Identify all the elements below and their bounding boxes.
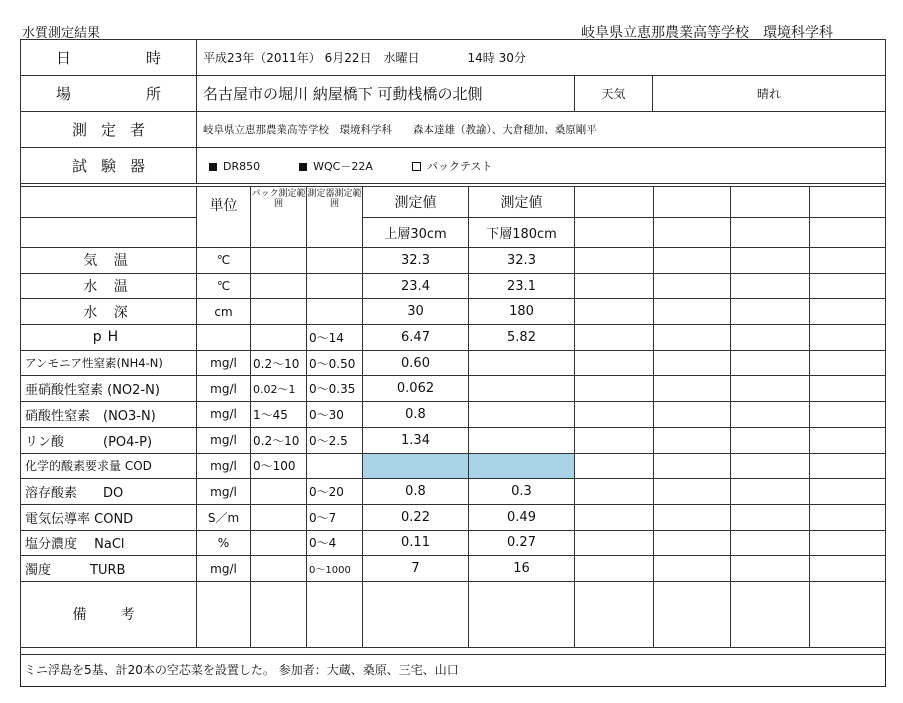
pack-range-cell	[251, 325, 307, 351]
value-lower-cell	[469, 376, 575, 402]
unit-cell: mg/l	[197, 453, 251, 479]
blank-cell	[810, 218, 886, 248]
value-lower-cell: 0.27	[469, 530, 575, 556]
blank-cell	[654, 248, 731, 274]
value-upper-cell: 0.8	[363, 479, 469, 505]
footer-note: ミニ浮島を5基、計20本の空芯菜を設置した。 参加者：大蔵、桑原、三宅、山口	[20, 654, 886, 687]
measurer-label: 測定者	[21, 112, 197, 148]
table-row	[21, 350, 886, 376]
measurement-rows	[21, 248, 886, 582]
measurer-row	[21, 112, 886, 148]
value-upper-cell: 6.47	[363, 325, 469, 351]
blank-cell	[654, 325, 731, 351]
blank-cell	[21, 187, 197, 218]
pack-range-cell: 0.2～10	[251, 427, 307, 453]
blank-cell	[654, 187, 731, 218]
table-row	[21, 248, 886, 274]
datetime-value: 平成23年（2011年） 6月22日 水曜日 14時 30分	[197, 40, 886, 76]
value-upper-cell: 30	[363, 299, 469, 325]
parameter-name: 亜硝酸性窒素 (NO2-N)	[21, 376, 197, 402]
pack-range-cell	[251, 273, 307, 299]
value-lower-cell	[469, 427, 575, 453]
col-meter-range-header: 測定器測定範囲	[307, 187, 363, 248]
value-lower-cell: 23.1	[469, 273, 575, 299]
checked-box-icon	[209, 163, 217, 171]
blank-cell	[654, 556, 731, 582]
blank-cell	[654, 504, 731, 530]
parameter-name: 溶存酸素 DO	[21, 479, 197, 505]
table-row	[21, 273, 886, 299]
blank-cell	[469, 581, 575, 647]
value-lower-cell: 16	[469, 556, 575, 582]
col-value2-header: 測定値	[469, 187, 575, 218]
unit-cell: mg/l	[197, 556, 251, 582]
blank-cell	[731, 556, 810, 582]
meter-range-cell	[307, 248, 363, 274]
value-upper-cell: 23.4	[363, 273, 469, 299]
blank-cell	[575, 187, 654, 218]
parameter-name: 水 温	[21, 273, 197, 299]
parameter-name: 濁度 TURB	[21, 556, 197, 582]
meter-range-cell	[307, 273, 363, 299]
unit-cell: mg/l	[197, 402, 251, 428]
blank-cell	[654, 479, 731, 505]
blank-cell	[363, 581, 469, 647]
blank-cell	[654, 376, 731, 402]
blank-cell	[575, 273, 654, 299]
instrument-list	[197, 148, 886, 184]
table-row	[21, 479, 886, 505]
meter-range-cell: 0～20	[307, 479, 363, 505]
table-row	[21, 556, 886, 582]
meter-range-cell: 0～0.35	[307, 376, 363, 402]
blank-cell	[654, 427, 731, 453]
parameter-name: 水 深	[21, 299, 197, 325]
blank-cell	[731, 187, 810, 218]
blank-cell	[810, 248, 886, 274]
blank-cell	[251, 581, 307, 647]
parameter-name: リン酸 (PO4-P)	[21, 427, 197, 453]
blank-cell	[731, 427, 810, 453]
blank-cell	[575, 218, 654, 248]
header-row-1	[21, 187, 886, 218]
pack-range-cell: 0.02～1	[251, 376, 307, 402]
value-upper-cell	[363, 453, 469, 479]
pack-range-cell	[251, 504, 307, 530]
blank-cell	[731, 530, 810, 556]
table-row	[21, 427, 886, 453]
remarks-label: 備 考	[21, 581, 197, 647]
blank-cell	[654, 402, 731, 428]
blank-cell	[731, 402, 810, 428]
parameter-name: 硝酸性窒素 (NO3-N)	[21, 402, 197, 428]
blank-cell	[731, 248, 810, 274]
datetime-label: 日 時	[21, 40, 197, 76]
blank-cell	[575, 376, 654, 402]
blank-cell	[810, 325, 886, 351]
value-upper-cell: 7	[363, 556, 469, 582]
blank-cell	[810, 581, 886, 647]
value-upper-cell: 0.60	[363, 350, 469, 376]
header-row-2	[21, 218, 886, 248]
meter-range-cell: 0～2.5	[307, 427, 363, 453]
unit-cell: mg/l	[197, 350, 251, 376]
value-lower-cell: 32.3	[469, 248, 575, 274]
pack-range-cell	[251, 248, 307, 274]
value-upper-cell: 1.34	[363, 427, 469, 453]
blank-cell	[575, 453, 654, 479]
info-table	[20, 39, 886, 184]
table-row	[21, 325, 886, 351]
blank-cell	[731, 479, 810, 505]
blank-cell	[731, 273, 810, 299]
place-label: 場 所	[21, 76, 197, 112]
table-row	[21, 530, 886, 556]
value-lower-cell: 5.82	[469, 325, 575, 351]
value-upper-cell: 0.22	[363, 504, 469, 530]
parameter-name: 電気伝導率 COND	[21, 504, 197, 530]
table-row	[21, 402, 886, 428]
blank-cell	[731, 453, 810, 479]
blank-cell	[731, 218, 810, 248]
pack-range-cell	[251, 556, 307, 582]
value-upper-cell: 0.11	[363, 530, 469, 556]
blank-cell	[810, 504, 886, 530]
school-name: 岐阜県立恵那農業高等学校 環境科学科	[581, 25, 833, 41]
blank-cell	[810, 427, 886, 453]
blank-cell	[731, 325, 810, 351]
value-upper-cell: 32.3	[363, 248, 469, 274]
pack-range-cell: 0～100	[251, 453, 307, 479]
meter-range-cell: 0～0.50	[307, 350, 363, 376]
blank-cell	[575, 556, 654, 582]
meter-range-cell	[307, 453, 363, 479]
blank-cell	[654, 530, 731, 556]
blank-cell	[810, 402, 886, 428]
value-lower-cell: 0.49	[469, 504, 575, 530]
blank-cell	[575, 402, 654, 428]
meter-range-cell	[307, 299, 363, 325]
instrument-packtest: パックテスト	[426, 159, 493, 173]
col-pack-range-header: パック測定範囲	[251, 187, 307, 248]
blank-cell	[654, 218, 731, 248]
blank-cell	[810, 376, 886, 402]
blank-cell	[307, 581, 363, 647]
blank-cell	[575, 299, 654, 325]
value-lower-cell: 0.3	[469, 479, 575, 505]
table-row	[21, 504, 886, 530]
measurer-value: 岐阜県立恵那農業高等学校 環境科学科 森本達雄（教諭）、大倉穂加、桑原剛平	[197, 112, 886, 148]
blank-cell	[654, 581, 731, 647]
table-row	[21, 376, 886, 402]
unit-cell: cm	[197, 299, 251, 325]
blank-cell	[575, 504, 654, 530]
unit-cell: mg/l	[197, 376, 251, 402]
blank-cell	[575, 350, 654, 376]
unit-cell: ℃	[197, 248, 251, 274]
blank-cell	[575, 325, 654, 351]
value-lower-cell	[469, 350, 575, 376]
meter-range-cell: 0～30	[307, 402, 363, 428]
unchecked-box-icon	[412, 162, 421, 171]
blank-cell	[654, 273, 731, 299]
value-lower-cell	[469, 453, 575, 479]
value-upper-cell: 0.062	[363, 376, 469, 402]
value-lower-cell: 180	[469, 299, 575, 325]
blank-cell	[575, 479, 654, 505]
blank-cell	[731, 350, 810, 376]
value-lower-cell	[469, 402, 575, 428]
checked-box-icon	[299, 163, 307, 171]
blank-cell	[575, 248, 654, 274]
parameter-name: 化学的酸素要求量 COD	[21, 453, 197, 479]
instrument-wqc: WQC－22A	[313, 159, 373, 173]
unit-cell: ℃	[197, 273, 251, 299]
weather-label: 天気	[575, 76, 653, 112]
blank-cell	[575, 427, 654, 453]
blank-cell	[810, 187, 886, 218]
instrument-dr850: DR850	[223, 159, 261, 173]
parameter-name: pH	[21, 325, 197, 351]
remarks-row	[21, 581, 886, 647]
instrument-label: 試験器	[21, 148, 197, 184]
blank-cell	[810, 479, 886, 505]
place-row	[21, 76, 886, 112]
pack-range-cell	[251, 530, 307, 556]
col-value1-header: 測定値	[363, 187, 469, 218]
datetime-row	[21, 40, 886, 76]
pack-range-cell: 0.2～10	[251, 350, 307, 376]
blank-cell	[654, 453, 731, 479]
meter-range-cell: 0～14	[307, 325, 363, 351]
parameter-name: 塩分濃度 NaCl	[21, 530, 197, 556]
blank-cell	[575, 581, 654, 647]
pack-range-cell: 1～45	[251, 402, 307, 428]
blank-cell	[575, 530, 654, 556]
blank-cell	[810, 453, 886, 479]
blank-cell	[810, 273, 886, 299]
pack-range-cell	[251, 299, 307, 325]
table-row	[21, 299, 886, 325]
unit-cell	[197, 325, 251, 351]
blank-cell	[197, 581, 251, 647]
weather-value: 晴れ	[653, 76, 886, 112]
instrument-row	[21, 148, 886, 184]
report-title: 水質測定結果	[22, 26, 101, 41]
blank-cell	[810, 556, 886, 582]
blank-cell	[810, 299, 886, 325]
meter-range-cell: 0～7	[307, 504, 363, 530]
pack-range-cell	[251, 479, 307, 505]
table-row	[21, 453, 886, 479]
meter-range-cell: 0～4	[307, 530, 363, 556]
value-upper-cell: 0.8	[363, 402, 469, 428]
meter-range-cell: 0～1000	[307, 556, 363, 582]
blank-cell	[731, 504, 810, 530]
blank-cell	[654, 350, 731, 376]
blank-cell	[654, 299, 731, 325]
parameter-name: アンモニア性窒素(NH4-N)	[21, 350, 197, 376]
col-value1-sub: 上層30cm	[363, 218, 469, 248]
blank-cell	[810, 350, 886, 376]
blank-cell	[21, 218, 197, 248]
unit-cell: S／m	[197, 504, 251, 530]
col-value2-sub: 下層180cm	[469, 218, 575, 248]
parameter-name: 気 温	[21, 248, 197, 274]
blank-cell	[810, 530, 886, 556]
unit-cell: mg/l	[197, 427, 251, 453]
place-value: 名古屋市の堀川 納屋橋下 可動桟橋の北側	[197, 76, 575, 112]
blank-cell	[731, 299, 810, 325]
measurement-table	[20, 186, 886, 648]
col-unit-header: 単位	[197, 187, 251, 248]
blank-cell	[731, 581, 810, 647]
unit-cell: mg/l	[197, 479, 251, 505]
blank-cell	[731, 376, 810, 402]
unit-cell: %	[197, 530, 251, 556]
